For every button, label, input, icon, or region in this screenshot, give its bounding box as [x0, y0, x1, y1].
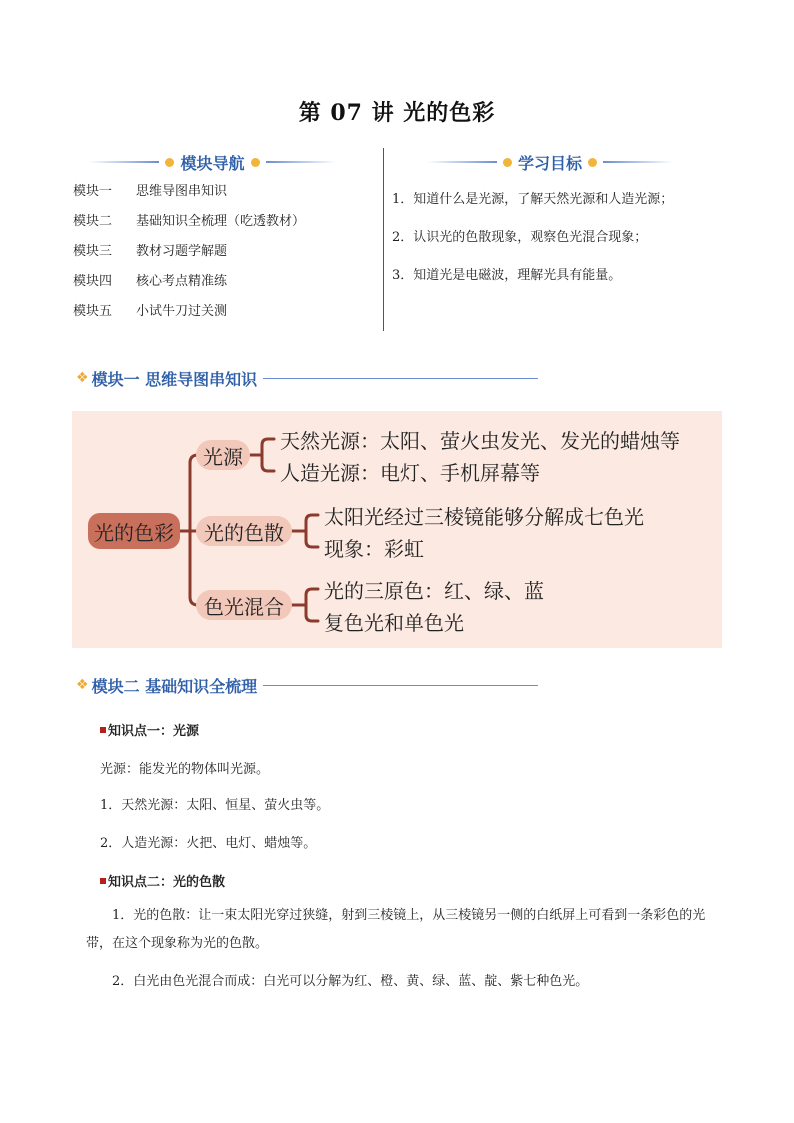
- dot-icon: [165, 158, 174, 167]
- goal-item: 2．认识光的色散现象，观察色光混合现象；: [392, 230, 648, 245]
- kp2-paragraph: 1．光的色散：让一束太阳光穿过狭缝，射到三棱镜上，从三棱镜另一侧的白纸屏上可看到一条彩色的光带，在这个现象称为光的色散。: [86, 908, 706, 951]
- kp1-line: 2．人造光源：火把、电灯、蜡烛等。: [100, 836, 317, 851]
- mind-map-leaf: 天然光源：太阳、萤火虫发光、发光的蜡烛等: [280, 429, 680, 453]
- goals-header: [420, 152, 680, 172]
- mind-map-leaf: 光的三原色：红、绿、蓝: [324, 579, 544, 603]
- column-divider: [383, 148, 384, 331]
- diamond-icon: ❖: [76, 677, 89, 693]
- mind-map-branch-dispersion: 光的色散: [196, 516, 292, 546]
- nav-item: 模块一 思维导图串知识: [73, 184, 228, 199]
- mind-map-leaf: 复色光和单色光: [324, 611, 464, 635]
- module2-heading: ❖ 模块二 基础知识全梳理: [76, 675, 538, 695]
- knowledge-point-1-title: 知识点一：光源: [100, 720, 199, 739]
- mind-map-root: 光的色彩: [88, 513, 180, 549]
- nav-item: 模块四 核心考点精准练: [73, 274, 228, 289]
- nav-item: 模块二 基础知识全梳理（吃透教材）: [73, 214, 306, 229]
- kp1-line: 光源：能发光的物体叫光源。: [100, 762, 270, 777]
- module1-heading: ❖ 模块一 思维导图串知识: [76, 368, 538, 388]
- learning-goals: [392, 188, 673, 302]
- mind-map-branch-color-mixing: 色光混合: [196, 590, 292, 620]
- kp2-paragraph: 2．白光由色光混合而成：白光可以分解为红、橙、黄、绿、蓝、靛、紫七种色光。: [112, 974, 589, 989]
- kp1-line: 1．天然光源：太阳、恒星、萤火虫等。: [100, 798, 330, 813]
- mind-map-leaf: 人造光源：电灯、手机屏幕等: [280, 461, 540, 485]
- nav-item: 模块三 教材习题学解题: [73, 244, 228, 259]
- goal-item: 3．知道光是电磁波，理解光具有能量。: [392, 268, 622, 283]
- diamond-icon: ❖: [76, 370, 89, 386]
- mind-map-leaf: 现象：彩虹: [324, 537, 424, 561]
- dot-icon: [588, 158, 597, 167]
- mind-map-branch-light-source: 光源: [196, 440, 250, 470]
- nav-header-label: 模块导航: [180, 153, 245, 173]
- dot-icon: [251, 158, 260, 167]
- bullet-square-icon: [100, 878, 106, 884]
- bullet-square-icon: [100, 727, 106, 733]
- nav-header: [85, 152, 340, 172]
- goals-header-label: 学习目标: [517, 153, 582, 173]
- mind-map-leaf: 太阳光经过三棱镜能够分解成七色光: [324, 505, 644, 529]
- nav-item: 模块五 小试牛刀过关测: [73, 304, 228, 319]
- goal-item: 1．知道什么是光源，了解天然光源和人造光源；: [392, 192, 674, 207]
- mind-map: [72, 411, 722, 648]
- knowledge-point-2-title: 知识点二：光的色散: [100, 871, 225, 890]
- page-title: 第 07 讲 光的色彩: [298, 100, 496, 126]
- dot-icon: [503, 158, 512, 167]
- module-nav-list: [73, 180, 305, 330]
